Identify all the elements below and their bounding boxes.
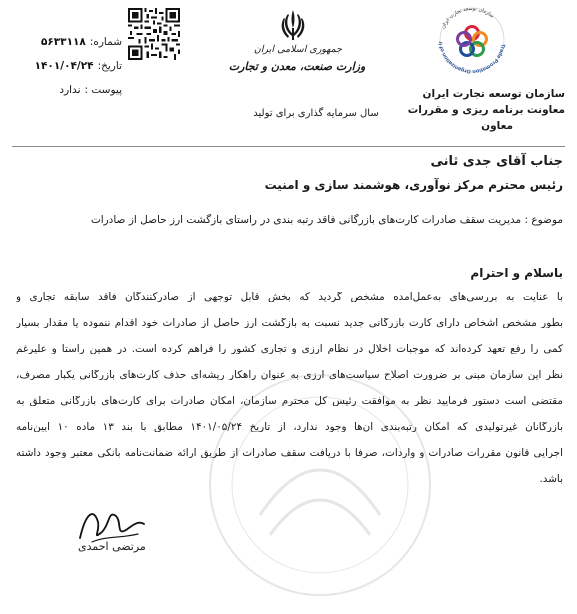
ministry-country: جمهوری اسلامی ایران bbox=[253, 44, 343, 55]
qr-code-icon bbox=[128, 8, 180, 60]
svg-text:سازمان توسعه تجارت ایران: سازمان توسعه تجارت ایران bbox=[440, 5, 495, 30]
org-role: معاون bbox=[481, 120, 513, 132]
org-name: سازمان توسعه تجارت ایران bbox=[422, 88, 565, 100]
body-line: نظر این سازمان مبنی بر ضرورت اصلاح سیاست‌های ارزی به عنوان راهکار ریشه‌ای حذف کارت‌های بازرگانی یکبار مصرف، bbox=[16, 370, 563, 381]
greeting: باسلام و احترام bbox=[470, 266, 563, 280]
letter-number bbox=[12, 36, 122, 48]
body-line: کمی را رفع تعهد کرده‌اند که موجبات اخلال در نظام ارزی و تجاری کشور را فراهم کرده است. در همین راستا و علیرغم bbox=[16, 344, 563, 355]
letter-attachment bbox=[12, 84, 122, 96]
body-line: مقتضی است دستور فرمایید نظر به موافقت رئیس کل محترم سازمان، امکان صادرات برای کارت‌های بازرگانی متعلق به bbox=[16, 396, 563, 407]
org-department: معاونت برنامه ریزی و مقررات bbox=[407, 104, 565, 116]
letter-subject: موضوع : مدیریت سقف صادرات کارت‌های بازرگانی فاقد رتبه بندی در راستای بازگشت ارز حاصل از صادرات bbox=[90, 214, 563, 226]
header-divider bbox=[12, 146, 565, 147]
letter-number-label: شماره: bbox=[89, 36, 122, 48]
body-line: با عنایت به بررسی‌های به‌عمل‌آمده مشخص گردید که بخش قابل توجهی از صادرکنندگان فاقد سابقه تجاری و bbox=[16, 292, 563, 303]
tpo-logo-icon bbox=[436, 4, 508, 76]
letter-attachment-label: پیوست : bbox=[84, 84, 122, 96]
addressee: جناب آقای جدی ثانی bbox=[430, 154, 563, 169]
signer-name: مرتضی احمدی bbox=[78, 540, 146, 553]
body-line: اجرایی قانون مقررات صادرات و واردات، صرفاً با دریافت سقف صادرات از طریق ارائه ضمانت‌نامه بانکی معتبر وجود داشته bbox=[16, 448, 563, 459]
ministry-name: وزارت صنعت، معدن و تجارت bbox=[228, 60, 366, 73]
body-line: باشد. bbox=[539, 474, 563, 485]
body-line: بازرگانان غیرتولیدی که امکان رتبه‌بندی آن‌ها وجود ندارد، از تاریخ ۱۴۰۱/۰۵/۲۴ مطابق با بند ۱۳ ماده ۱۰ آیین‌نامه bbox=[16, 422, 563, 433]
letter-date bbox=[12, 60, 122, 72]
letter-number-value: ۵۶۳۳۱۱۸ bbox=[40, 36, 86, 48]
letter-date-value: ۱۴۰۱/۰۴/۲۴ bbox=[34, 60, 94, 72]
letter-date-label: تاریخ: bbox=[97, 60, 122, 72]
watermark-seal-icon bbox=[200, 365, 440, 605]
iran-emblem-icon bbox=[278, 8, 308, 42]
letter-attachment-value: ندارد bbox=[59, 84, 81, 96]
addressee-title: رئیس محترم مرکز نوآوری، هوشمند سازی و امنیت bbox=[264, 178, 563, 192]
svg-text:Trade Promotion Organization o: Trade Promotion Organization of Ir bbox=[438, 41, 506, 75]
year-slogan: سال سرمایه گذاری برای تولید bbox=[253, 108, 379, 119]
body-line: بطور مشخص اشخاص دارای کارت بازرگانی جدید نسبت به بازگشت ارز حاصل از صادرات خود اقدام ننموده یا مقدار بسیار bbox=[16, 318, 563, 329]
